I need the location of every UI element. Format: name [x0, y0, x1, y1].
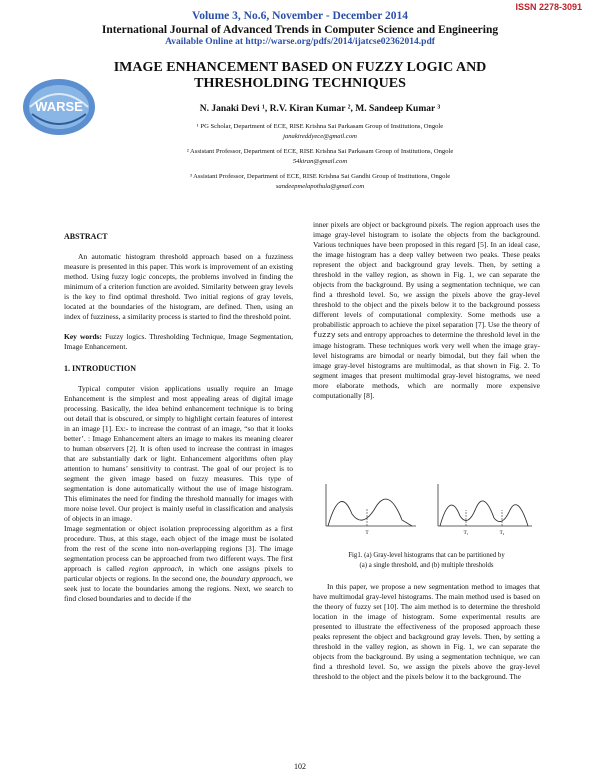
fig-label-T1: T₁ — [463, 531, 469, 536]
logo-text: WARSE — [35, 99, 83, 114]
abstract-text: An automatic histogram threshold approach based on a fuzziness measure is presented in this paper. This work is improvement of an existing method. Using fuzzy logic concepts, the problems involved in finding the minimum of a criterion function are avoided. Similarity between gray levels is the key to find optimal threshold. Two initial regions of gray levels, located at the boundaries of the histogram, are defined. Then, using an index of fuzziness, a similarity process is started to find the threshold point. — [64, 252, 293, 321]
figure-caption-line-1: Fig1. (a) Gray-level histograms that can be partitioned by — [348, 552, 505, 559]
affiliation-1-email[interactable]: janakireddyece@gmail.com — [283, 133, 357, 140]
intro-paragraph-1: Typical computer vision applications usually require an Image Enhancement is the simplest and most appealing areas of digital image processing. Basically, the idea behind enhancement technique is to bring out detail that is obscured, or simply to highlight certain features of interest in an image [1]. Ex:- to increase the contrast of an image, “so that it looks better’. : Image Enhancement alters an image to makes its meaning clearer to human observers [2]. It is often used to increase the contrast in images that are substantially dark or light. Enhancement algorithms often play attention to humans’ sensitivity to contrast. The goal of our project is to segment the given image based on fuzzy measures. This type of segmentation is done automatically without the use of image histogram. This eliminates the need for finding the threshold manually for images with more noise level. Our project is mainly useful in classification and analysis of objects in an image. — [64, 384, 293, 523]
intro-heading: 1. INTRODUCTION — [64, 364, 137, 373]
title-line-1: IMAGE ENHANCEMENT BASED ON FUZZY LOGIC AND — [113, 60, 487, 75]
issn-label: ISSN 2278-3091 — [515, 2, 582, 12]
right-column — [313, 220, 540, 401]
right-p1-a: inner pixels are object or background pixels. The region approach uses the image gray-level histogram to isolate the objects from the background. Various techniques have been proposed in this regard [5]. In an ideal case, the image histogram has a deep valley between two peaks. These peaks represent the object and background gray levels. Then, by setting a threshold in the valley region, as shown in Fig. 1, we can separate the objects from the background. By using a segmentation technique, we can find a threshold level. So, we assign the pixels above the gray-level threshold to the object and the pixels below it to the background possess different levels of computational complexity. Some methods use a probabilistic approach to achieve the pixel separation [7]. Use the theory of — [313, 220, 540, 329]
histogram-figure — [318, 470, 540, 540]
volume-line: Volume 3, No.6, November - December 2014 — [191, 10, 408, 22]
author-list: N. Janaki Devi ¹, R.V. Kiran Kumar ², M. Sandeep Kumar ³ — [199, 104, 441, 114]
right-p1-c: sets and entropy approaches to determine the threshold level in the image histogram. These techniques work very well when the image gray-level histograms are bimodal or nearly bimodal, but they fail when the image gray-level histograms are multimodal, as that shown in Fig. 2. To segment images that present multimodal gray-level histograms, we need more elaborate methods, which are normally more expensive computationally [8]. — [313, 330, 540, 400]
intro-p2-c: , in which one assigns pixels to particular objects or regions. In the second one, the — [64, 564, 293, 583]
affiliation-3-text: ³ Assistant Professor, Department of ECE, RISE Krishna Sai Gandhi Group of Institutions, Ongole — [189, 173, 451, 180]
right-paragraph-2: In this paper, we propose a new segmentation method to images that have multimodal gray-level histograms. The main method used is based on the theory of fuzzy set [10]. The aim method is to determine the threshold location in the image of histogram. Some experimental results are presented to illustrate the effectiveness of the proposed approach these peaks represent the object and background gray levels. Then, by setting a threshold in the valley region, as shown in Fig. 1, we can separate the objects from the background. By using a segmentation technique, we can find a threshold level. So, we assign the pixels above the gray-level threshold to the object and the pixels below it to the background. The — [313, 582, 540, 681]
journal-title: International Journal of Advanced Trends in Computer Science and Engineering — [101, 24, 499, 36]
intro-p2-e: , we seek just to locate the boundaries among the regions. Next, we search to find closed boundaries and to decide if the — [64, 574, 293, 603]
intro-p2-a: Image segmentation or object isolation preprocessing algorithm as a first procedure. Thus, at this stage, each object of the image must be isolated from the rest of the scene into non-overlapping regions [3]. The image segmentation process can be approached from two different ways. The first approach is called — [64, 524, 293, 573]
right-column-lower — [313, 582, 540, 682]
keywords — [64, 332, 293, 352]
affiliation-2-email[interactable]: 54kiran@gmail.com — [292, 158, 348, 165]
fig-label-T2: T₂ — [499, 531, 505, 536]
left-column — [64, 232, 293, 604]
affiliation-1-text: ¹ PG Scholar, Department of ECE, RISE Krishna Sai Parkasam Group of Institutions, Ongole — [196, 123, 444, 130]
keywords-label: Key words: — [64, 332, 103, 341]
intro-p2-boundary: boundary approach — [221, 574, 281, 583]
fig-label-T: T — [365, 531, 369, 536]
affiliation-3-email[interactable]: sandeepmelapothula@gmail.com — [275, 183, 365, 190]
paper-title — [60, 60, 540, 92]
figure-caption-line-2: (a) a single threshold, and (b) multiple thresholds — [359, 562, 494, 569]
page-number: 102 — [294, 762, 306, 771]
affiliation-1 — [100, 122, 540, 142]
histogram-b — [438, 484, 532, 536]
figure-caption — [313, 551, 540, 571]
histogram-a — [326, 484, 416, 536]
title-line-2: THRESHOLDING TECHNIQUES — [194, 76, 406, 91]
affiliation-2 — [100, 147, 540, 167]
intro-p2-region: region approach — [128, 564, 182, 573]
right-paragraph-1 — [313, 220, 540, 401]
abstract-heading: ABSTRACT — [64, 232, 108, 241]
affiliation-2-text: ² Assistant Professor, Department of ECE, RISE Krishna Sai Parkasam Group of Institutions, Ongole — [186, 148, 454, 155]
online-url[interactable]: Available Online at http://warse.org/pdfs/2014/ijatcse02362014.pdf — [165, 37, 435, 47]
keywords-text: Fuzzy logics. Thresholding Technique, Image Segmentation, Image Enhancement. — [64, 332, 294, 351]
right-p1-fuzzy: fuzzy — [313, 332, 336, 340]
affiliation-3 — [100, 172, 540, 192]
intro-paragraph-2 — [64, 524, 293, 604]
